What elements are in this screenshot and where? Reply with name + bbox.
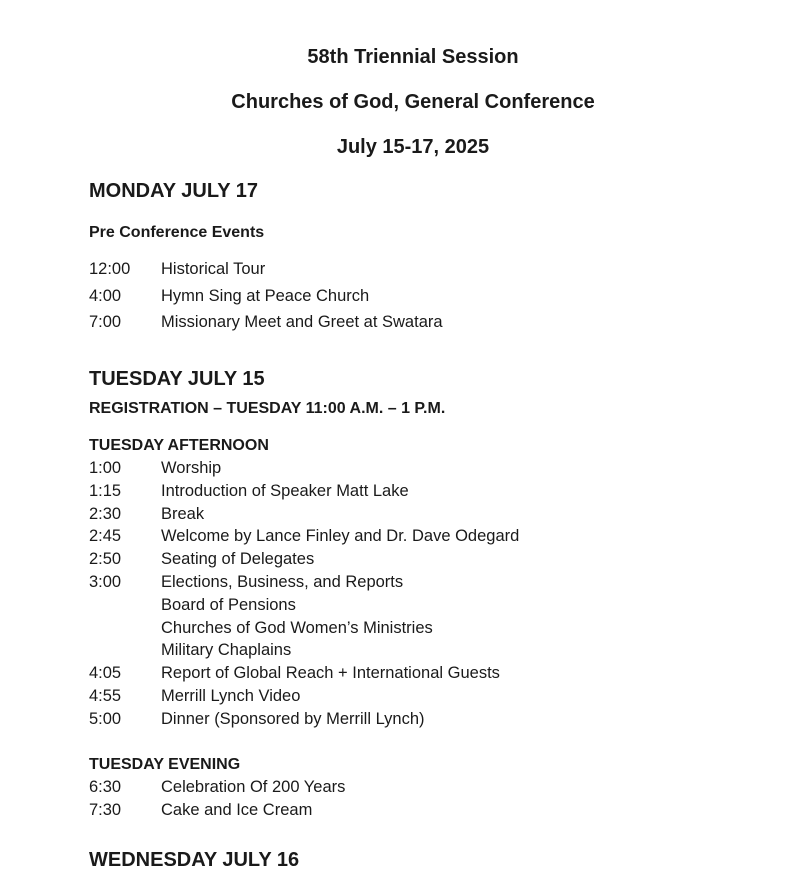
event-time: 4:00 xyxy=(89,286,122,305)
event-title: Celebration Of 200 Years xyxy=(161,778,346,796)
event-title: Welcome by Lance Finley and Dr. Dave Odegard xyxy=(161,527,520,546)
event-title: Dinner (Sponsored by Merrill Lynch) xyxy=(161,709,425,728)
event-title: Report of Global Reach + International Guests xyxy=(161,664,500,683)
event-time: 1:00 xyxy=(89,459,122,477)
event-title: Elections, Business, and Reports xyxy=(161,572,404,591)
event-title: Break xyxy=(161,504,205,523)
event-time: 3:00 xyxy=(89,572,122,591)
tuesday-heading: TUESDAY JULY 15 xyxy=(89,368,265,390)
event-title: Seating of Delegates xyxy=(161,550,315,569)
conference-dates: July 15-17, 2025 xyxy=(336,136,490,158)
event-title: Hymn Sing at Peace Church xyxy=(161,286,370,305)
event-time: 2:50 xyxy=(89,550,122,569)
session-title: 58th Triennial Session xyxy=(307,46,519,68)
monday-heading: MONDAY JULY 17 xyxy=(89,180,258,202)
tuesday-evening-heading: TUESDAY EVENING xyxy=(89,756,241,773)
event-time: 6:30 xyxy=(89,778,122,796)
conference-title: Churches of God, General Conference xyxy=(231,91,595,113)
registration-notice: REGISTRATION – TUESDAY 11:00 A.M. – 1 P.M. xyxy=(89,400,446,417)
tuesday-afternoon-heading: TUESDAY AFTERNOON xyxy=(89,437,269,454)
event-time: 4:55 xyxy=(89,686,122,705)
pre-conference-heading: Pre Conference Events xyxy=(89,224,265,241)
event-title: Introduction of Speaker Matt Lake xyxy=(161,481,409,500)
event-time: 7:00 xyxy=(89,313,122,331)
event-time: 4:05 xyxy=(89,664,122,683)
event-title: Board of Pensions xyxy=(161,595,296,614)
event-time: 2:30 xyxy=(89,504,122,523)
event-title: Churches of God Women’s Ministries xyxy=(161,618,433,637)
event-title: Military Chaplains xyxy=(161,641,292,660)
event-time: 2:45 xyxy=(89,527,122,546)
event-time: 1:15 xyxy=(89,481,122,500)
event-title: Merrill Lynch Video xyxy=(161,686,301,705)
event-time: 5:00 xyxy=(89,709,122,728)
event-title: Cake and Ice Cream xyxy=(161,800,313,819)
event-time: 12:00 xyxy=(89,260,131,278)
event-title: Historical Tour xyxy=(161,260,266,278)
event-title: Worship xyxy=(161,459,222,477)
wednesday-heading: WEDNESDAY JULY 16 xyxy=(89,849,300,871)
event-title: Missionary Meet and Greet at Swatara xyxy=(161,313,443,331)
event-time: 7:30 xyxy=(89,800,122,819)
